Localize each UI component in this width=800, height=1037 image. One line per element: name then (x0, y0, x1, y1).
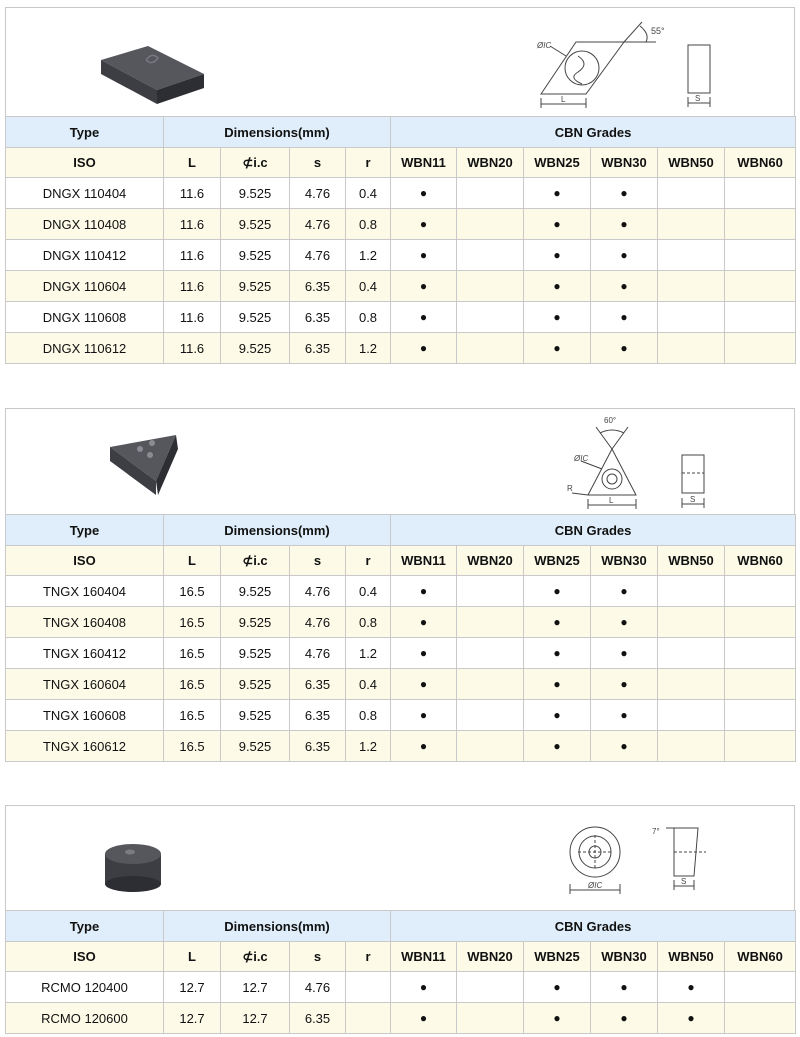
availability-dot-icon: ● (419, 646, 428, 660)
grade-cell-wbn20 (457, 638, 524, 669)
rcmo-hero-panel (5, 805, 795, 910)
iso-cell: TNGX 160408 (6, 607, 164, 638)
tngx-ic-label: ØIC (574, 454, 589, 463)
availability-dot-icon: ● (687, 980, 695, 994)
cbn-grades-header: CBN Grades (391, 117, 796, 148)
s-header: s (290, 942, 346, 972)
grade-cell-wbn30 (591, 1003, 658, 1034)
dngx-table-body (6, 117, 796, 364)
table-row (6, 178, 796, 209)
rcmo-table (5, 910, 796, 1034)
ic-cell: 9.525 (221, 209, 290, 240)
rhombic-insert-diagram (541, 22, 710, 108)
grade-cell-wbn11 (391, 271, 457, 302)
grade-cell-wbn60 (725, 972, 796, 1003)
availability-dot-icon: ● (553, 310, 561, 324)
s-header: s (290, 546, 346, 576)
grade-cell-wbn30 (591, 638, 658, 669)
r-cell: 0.4 (346, 271, 391, 302)
l-cell: 11.6 (164, 271, 221, 302)
grade-cell-wbn25 (524, 972, 591, 1003)
ic-cell: 9.525 (221, 638, 290, 669)
ic-header: ⊄i.c (221, 942, 290, 972)
ic-cell: 9.525 (221, 607, 290, 638)
dimensions-header: Dimensions(mm) (164, 515, 391, 546)
ic-cell: 9.525 (221, 333, 290, 364)
grade-cell-wbn60 (725, 1003, 796, 1034)
grade-cell-wbn20 (457, 731, 524, 762)
header-row-groups (6, 911, 796, 942)
r-header: r (346, 148, 391, 178)
l-cell: 12.7 (164, 972, 221, 1003)
grade-cell-wbn25 (524, 271, 591, 302)
grade-header-wbn30: WBN30 (591, 546, 658, 576)
s-cell: 4.76 (290, 240, 346, 271)
iso-cell: TNGX 160608 (6, 700, 164, 731)
grade-cell-wbn50 (658, 700, 725, 731)
grade-cell-wbn20 (457, 972, 524, 1003)
availability-dot-icon: ● (419, 217, 428, 231)
availability-dot-icon: ● (553, 217, 561, 231)
dimensions-header: Dimensions(mm) (164, 117, 391, 148)
grade-cell-wbn20 (457, 669, 524, 700)
header-row-columns (6, 942, 796, 972)
availability-dot-icon: ● (419, 615, 428, 629)
s-cell: 6.35 (290, 1003, 346, 1034)
availability-dot-icon: ● (553, 186, 561, 200)
triangular-insert-image (110, 435, 178, 495)
header-row-columns (6, 148, 796, 178)
grade-cell-wbn30 (591, 700, 658, 731)
grade-header-wbn11: WBN11 (391, 148, 457, 178)
availability-dot-icon: ● (553, 248, 561, 262)
rcmo-illustration (6, 806, 794, 910)
availability-dot-icon: ● (620, 739, 628, 753)
ic-cell: 12.7 (221, 972, 290, 1003)
iso-cell: DNGX 110404 (6, 178, 164, 209)
ic-cell: 9.525 (221, 731, 290, 762)
rhombic-insert-image (101, 46, 204, 104)
availability-dot-icon: ● (419, 677, 428, 691)
grade-header-wbn20: WBN20 (457, 942, 524, 972)
grade-header-wbn60: WBN60 (725, 942, 796, 972)
r-cell: 0.4 (346, 576, 391, 607)
ic-cell: 9.525 (221, 240, 290, 271)
r-cell: 0.8 (346, 209, 391, 240)
availability-dot-icon: ● (620, 341, 628, 355)
ic-cell: 9.525 (221, 700, 290, 731)
grade-cell-wbn30 (591, 731, 658, 762)
availability-dot-icon: ● (620, 646, 628, 660)
l-cell: 16.5 (164, 607, 221, 638)
availability-dot-icon: ● (419, 341, 428, 355)
grade-cell-wbn50 (658, 1003, 725, 1034)
dngx-l-label: L (561, 95, 566, 104)
tngx-r-label: R (567, 484, 573, 493)
table-row (6, 669, 796, 700)
type-header: Type (6, 117, 164, 148)
l-header: L (164, 546, 221, 576)
grade-cell-wbn30 (591, 178, 658, 209)
l-header: L (164, 942, 221, 972)
grade-cell-wbn60 (725, 302, 796, 333)
l-header: L (164, 148, 221, 178)
dngx-illustration (6, 8, 794, 116)
availability-dot-icon: ● (553, 708, 561, 722)
table-row (6, 240, 796, 271)
availability-dot-icon: ● (419, 1011, 428, 1025)
grade-cell-wbn30 (591, 972, 658, 1003)
grade-cell-wbn60 (725, 209, 796, 240)
ic-cell: 9.525 (221, 576, 290, 607)
availability-dot-icon: ● (553, 646, 561, 660)
grade-cell-wbn20 (457, 700, 524, 731)
l-cell: 16.5 (164, 731, 221, 762)
tngx-hero-panel (5, 408, 795, 514)
grade-cell-wbn50 (658, 731, 725, 762)
r-header: r (346, 942, 391, 972)
table-row (6, 607, 796, 638)
grade-cell-wbn25 (524, 302, 591, 333)
grade-cell-wbn60 (725, 638, 796, 669)
table-row (6, 302, 796, 333)
grade-cell-wbn50 (658, 240, 725, 271)
table-row (6, 271, 796, 302)
grade-cell-wbn20 (457, 302, 524, 333)
grade-cell-wbn50 (658, 271, 725, 302)
s-cell: 6.35 (290, 271, 346, 302)
availability-dot-icon: ● (620, 1011, 628, 1025)
grade-header-wbn60: WBN60 (725, 546, 796, 576)
grade-header-wbn20: WBN20 (457, 148, 524, 178)
grade-cell-wbn60 (725, 271, 796, 302)
table-row (6, 638, 796, 669)
s-cell: 6.35 (290, 333, 346, 364)
iso-cell: TNGX 160612 (6, 731, 164, 762)
grade-cell-wbn11 (391, 576, 457, 607)
grade-cell-wbn11 (391, 209, 457, 240)
grade-header-wbn25: WBN25 (524, 148, 591, 178)
s-cell: 4.76 (290, 209, 346, 240)
r-cell (346, 1003, 391, 1034)
r-cell: 0.4 (346, 669, 391, 700)
rcmo-table-body (6, 911, 796, 1034)
rcmo-angle-label: 7° (652, 827, 660, 836)
grade-cell-wbn30 (591, 209, 658, 240)
grade-cell-wbn30 (591, 669, 658, 700)
availability-dot-icon: ● (620, 615, 628, 629)
tngx-s-label: S (690, 495, 696, 504)
header-row-columns (6, 546, 796, 576)
grade-header-wbn25: WBN25 (524, 942, 591, 972)
iso-cell: TNGX 160412 (6, 638, 164, 669)
dngx-ic-label: ØIC (537, 41, 552, 50)
r-cell: 0.8 (346, 700, 391, 731)
availability-dot-icon: ● (620, 677, 628, 691)
grade-cell-wbn60 (725, 333, 796, 364)
iso-cell: TNGX 160404 (6, 576, 164, 607)
availability-dot-icon: ● (419, 708, 428, 722)
grade-cell-wbn20 (457, 271, 524, 302)
s-cell: 6.35 (290, 731, 346, 762)
iso-cell: DNGX 110612 (6, 333, 164, 364)
availability-dot-icon: ● (620, 708, 628, 722)
grade-cell-wbn30 (591, 240, 658, 271)
dngx-s-label: S (695, 94, 701, 103)
grade-header-wbn50: WBN50 (658, 546, 725, 576)
grade-cell-wbn11 (391, 178, 457, 209)
grade-cell-wbn25 (524, 607, 591, 638)
dimensions-header: Dimensions(mm) (164, 911, 391, 942)
availability-dot-icon: ● (620, 584, 628, 598)
grade-header-wbn11: WBN11 (391, 546, 457, 576)
s-cell: 6.35 (290, 669, 346, 700)
grade-header-wbn50: WBN50 (658, 148, 725, 178)
grade-cell-wbn11 (391, 972, 457, 1003)
tngx-table (5, 514, 796, 762)
dngx-table (5, 116, 796, 364)
grade-cell-wbn60 (725, 240, 796, 271)
r-cell: 0.8 (346, 607, 391, 638)
dngx-hero-panel (5, 7, 795, 116)
grade-cell-wbn50 (658, 333, 725, 364)
ic-header: ⊄i.c (221, 148, 290, 178)
s-cell: 4.76 (290, 178, 346, 209)
iso-header: ISO (6, 942, 164, 972)
r-cell: 0.4 (346, 178, 391, 209)
grade-cell-wbn25 (524, 178, 591, 209)
availability-dot-icon: ● (419, 248, 428, 262)
availability-dot-icon: ● (620, 186, 628, 200)
availability-dot-icon: ● (553, 341, 561, 355)
grade-cell-wbn50 (658, 209, 725, 240)
grade-cell-wbn30 (591, 607, 658, 638)
grade-cell-wbn20 (457, 333, 524, 364)
r-cell: 1.2 (346, 240, 391, 271)
grade-cell-wbn60 (725, 576, 796, 607)
round-insert-image (105, 844, 161, 892)
header-row-groups (6, 515, 796, 546)
l-cell: 12.7 (164, 1003, 221, 1034)
grade-cell-wbn25 (524, 576, 591, 607)
s-cell: 4.76 (290, 576, 346, 607)
grade-cell-wbn11 (391, 240, 457, 271)
availability-dot-icon: ● (419, 310, 428, 324)
availability-dot-icon: ● (620, 217, 628, 231)
iso-cell: TNGX 160604 (6, 669, 164, 700)
grade-cell-wbn11 (391, 333, 457, 364)
availability-dot-icon: ● (553, 615, 561, 629)
ic-cell: 12.7 (221, 1003, 290, 1034)
tngx-angle-label: 60° (604, 416, 617, 425)
grade-cell-wbn50 (658, 302, 725, 333)
grade-cell-wbn25 (524, 669, 591, 700)
s-cell: 6.35 (290, 700, 346, 731)
table-row (6, 700, 796, 731)
grade-cell-wbn11 (391, 638, 457, 669)
grade-header-wbn11: WBN11 (391, 942, 457, 972)
table-row (6, 731, 796, 762)
rcmo-ic-label: ØIC (588, 881, 603, 890)
tngx-l-label: L (609, 496, 614, 505)
s-header: s (290, 148, 346, 178)
grade-cell-wbn50 (658, 638, 725, 669)
iso-cell: DNGX 110604 (6, 271, 164, 302)
grade-cell-wbn20 (457, 607, 524, 638)
availability-dot-icon: ● (620, 279, 628, 293)
r-cell: 1.2 (346, 731, 391, 762)
iso-cell: DNGX 110408 (6, 209, 164, 240)
iso-header: ISO (6, 546, 164, 576)
grade-cell-wbn60 (725, 700, 796, 731)
grade-cell-wbn25 (524, 731, 591, 762)
dngx-angle-label: 55° (651, 26, 665, 36)
grade-cell-wbn11 (391, 700, 457, 731)
ic-cell: 9.525 (221, 271, 290, 302)
s-cell: 4.76 (290, 607, 346, 638)
grade-cell-wbn25 (524, 209, 591, 240)
l-cell: 16.5 (164, 576, 221, 607)
grade-cell-wbn11 (391, 731, 457, 762)
availability-dot-icon: ● (620, 980, 628, 994)
availability-dot-icon: ● (620, 248, 628, 262)
grade-cell-wbn25 (524, 1003, 591, 1034)
availability-dot-icon: ● (553, 1011, 561, 1025)
availability-dot-icon: ● (553, 677, 561, 691)
grade-cell-wbn11 (391, 302, 457, 333)
table-row (6, 576, 796, 607)
s-cell: 4.76 (290, 972, 346, 1003)
grade-cell-wbn50 (658, 607, 725, 638)
grade-cell-wbn20 (457, 178, 524, 209)
r-cell: 0.8 (346, 302, 391, 333)
grade-cell-wbn30 (591, 576, 658, 607)
grade-cell-wbn60 (725, 669, 796, 700)
grade-cell-wbn50 (658, 972, 725, 1003)
grade-cell-wbn50 (658, 178, 725, 209)
grade-cell-wbn20 (457, 576, 524, 607)
iso-cell: DNGX 110412 (6, 240, 164, 271)
table-row (6, 972, 796, 1003)
l-cell: 11.6 (164, 209, 221, 240)
grade-cell-wbn11 (391, 669, 457, 700)
iso-cell: DNGX 110608 (6, 302, 164, 333)
tngx-table-body (6, 515, 796, 762)
grade-cell-wbn20 (457, 240, 524, 271)
grade-cell-wbn11 (391, 607, 457, 638)
rcmo-s-label: S (681, 877, 687, 886)
iso-cell: RCMO 120400 (6, 972, 164, 1003)
triangular-insert-diagram (572, 427, 704, 509)
grade-cell-wbn30 (591, 302, 658, 333)
grade-cell-wbn11 (391, 1003, 457, 1034)
iso-header: ISO (6, 148, 164, 178)
availability-dot-icon: ● (553, 739, 561, 753)
grade-cell-wbn50 (658, 669, 725, 700)
grade-cell-wbn20 (457, 209, 524, 240)
table-row (6, 209, 796, 240)
availability-dot-icon: ● (419, 186, 428, 200)
availability-dot-icon: ● (620, 310, 628, 324)
header-row-groups (6, 117, 796, 148)
l-cell: 11.6 (164, 333, 221, 364)
grade-cell-wbn30 (591, 333, 658, 364)
cbn-grades-header: CBN Grades (391, 911, 796, 942)
r-header: r (346, 546, 391, 576)
table-row (6, 333, 796, 364)
grade-cell-wbn25 (524, 638, 591, 669)
l-cell: 11.6 (164, 178, 221, 209)
grade-cell-wbn30 (591, 271, 658, 302)
r-cell: 1.2 (346, 333, 391, 364)
grade-cell-wbn25 (524, 240, 591, 271)
l-cell: 16.5 (164, 700, 221, 731)
l-cell: 11.6 (164, 240, 221, 271)
type-header: Type (6, 515, 164, 546)
cbn-grades-header: CBN Grades (391, 515, 796, 546)
type-header: Type (6, 911, 164, 942)
tngx-section (5, 408, 795, 762)
r-cell (346, 972, 391, 1003)
iso-cell: RCMO 120600 (6, 1003, 164, 1034)
s-cell: 6.35 (290, 302, 346, 333)
availability-dot-icon: ● (687, 1011, 695, 1025)
l-cell: 16.5 (164, 638, 221, 669)
grade-cell-wbn25 (524, 333, 591, 364)
grade-cell-wbn25 (524, 700, 591, 731)
l-cell: 16.5 (164, 669, 221, 700)
ic-cell: 9.525 (221, 669, 290, 700)
ic-cell: 9.525 (221, 178, 290, 209)
availability-dot-icon: ● (419, 739, 428, 753)
dngx-section (5, 7, 795, 364)
grade-cell-wbn60 (725, 178, 796, 209)
availability-dot-icon: ● (553, 279, 561, 293)
grade-cell-wbn60 (725, 607, 796, 638)
grade-header-wbn50: WBN50 (658, 942, 725, 972)
grade-header-wbn25: WBN25 (524, 546, 591, 576)
rcmo-section (5, 805, 795, 1034)
s-cell: 4.76 (290, 638, 346, 669)
grade-header-wbn30: WBN30 (591, 942, 658, 972)
availability-dot-icon: ● (553, 980, 561, 994)
ic-header: ⊄i.c (221, 546, 290, 576)
table-row (6, 1003, 796, 1034)
grade-header-wbn60: WBN60 (725, 148, 796, 178)
tngx-illustration (6, 409, 794, 514)
availability-dot-icon: ● (419, 584, 428, 598)
availability-dot-icon: ● (419, 980, 428, 994)
l-cell: 11.6 (164, 302, 221, 333)
ic-cell: 9.525 (221, 302, 290, 333)
grade-header-wbn30: WBN30 (591, 148, 658, 178)
grade-cell-wbn20 (457, 1003, 524, 1034)
r-cell: 1.2 (346, 638, 391, 669)
grade-cell-wbn50 (658, 576, 725, 607)
grade-cell-wbn60 (725, 731, 796, 762)
availability-dot-icon: ● (553, 584, 561, 598)
grade-header-wbn20: WBN20 (457, 546, 524, 576)
availability-dot-icon: ● (419, 279, 428, 293)
